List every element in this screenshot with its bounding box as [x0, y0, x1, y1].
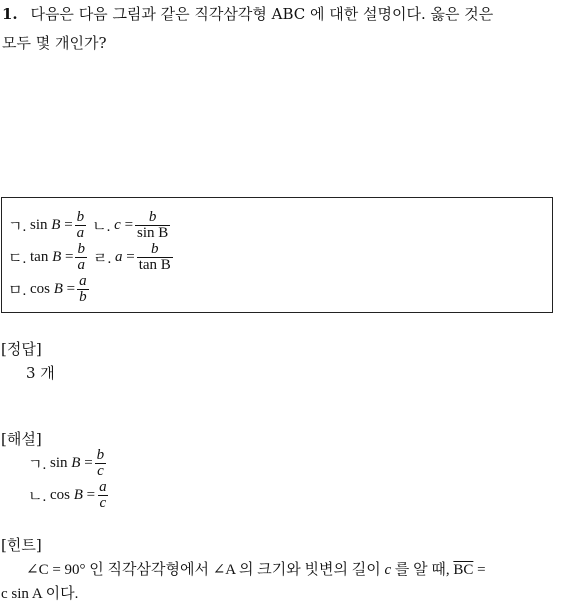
explanation-b-lhs: cos — [50, 487, 70, 503]
hint-line-2 — [1, 582, 78, 603]
option-d-eq: = — [126, 249, 135, 265]
option-a-marker: ㄱ. — [8, 219, 27, 235]
option-e-numerator: a — [79, 273, 87, 289]
hint-bc: $\overline{BC}$ — [453, 562, 474, 578]
hint-line2-expr: c sin A — [1, 586, 42, 602]
option-d-fraction — [137, 242, 173, 273]
option-b — [92, 210, 172, 241]
explanation-a-var: B — [71, 455, 81, 471]
answer-label: [정답] — [1, 340, 42, 358]
explanation-b-denominator: c — [99, 495, 107, 511]
option-d-lhs: a — [114, 249, 123, 265]
option-e-lhs: cos — [30, 281, 50, 297]
hint-label: [힌트] — [1, 536, 42, 554]
option-b-lhs: c — [114, 217, 121, 233]
hint-eq: = — [477, 562, 486, 578]
option-a — [8, 210, 88, 241]
explanation-b-marker: ㄴ. — [28, 489, 47, 505]
hint-text-3: 를 알 때, — [394, 562, 450, 578]
hint-line-1 — [26, 558, 486, 579]
option-d-numerator: b — [150, 241, 159, 257]
hint-angle-c: ∠C = 90° — [26, 562, 86, 578]
question-number: 1. — [2, 5, 18, 23]
question-line-2 — [2, 32, 107, 53]
explanation-a-marker: ㄱ. — [28, 457, 47, 473]
explanation-b-numerator: a — [99, 479, 107, 495]
explanation-b-var: B — [73, 487, 83, 503]
hint-text-1: 인 직각삼각형에서 — [89, 562, 209, 578]
explanation-a-denominator: c — [97, 463, 104, 479]
explanation-a-eq: = — [84, 455, 93, 471]
explanation-b-eq: = — [86, 487, 96, 503]
option-c-denominator: a — [77, 257, 85, 273]
option-c-eq: = — [65, 249, 74, 265]
option-c-marker: ㄷ. — [8, 251, 27, 267]
options-row-2 — [8, 242, 175, 273]
option-b-eq: = — [124, 217, 134, 233]
option-b-marker: ㄴ. — [92, 219, 111, 235]
option-b-denominator: sin B — [137, 225, 169, 241]
answer-value: 3 개 — [26, 364, 55, 382]
explanation-a-numerator: b — [96, 447, 105, 463]
option-c — [8, 242, 89, 273]
hint-angle-a: ∠A — [212, 562, 236, 578]
hint-var-c: c — [384, 562, 392, 578]
option-a-numerator: b — [76, 209, 85, 225]
option-c-numerator: b — [77, 241, 85, 257]
option-b-numerator: b — [148, 209, 157, 225]
question-text-1: 다음은 다음 그림과 같은 직각삼각형 ABC 에 대한 설명이다. 옳은 것은 — [30, 5, 494, 23]
option-c-fraction — [75, 242, 87, 273]
option-c-lhs: tan — [30, 249, 49, 265]
explanation-b-fraction — [97, 480, 109, 511]
option-a-denominator: a — [76, 225, 85, 241]
option-a-fraction — [75, 210, 87, 241]
option-a-eq: = — [64, 217, 73, 233]
option-d — [93, 242, 175, 273]
options-box — [1, 197, 553, 313]
options-row-3 — [8, 274, 91, 305]
option-d-denominator: tan B — [138, 257, 171, 273]
question-text-2: 모두 몇 개인가? — [2, 34, 107, 52]
option-a-var: B — [51, 217, 61, 233]
explanation-item-b — [28, 480, 111, 511]
option-e — [8, 274, 91, 305]
question-line-1 — [2, 3, 493, 24]
option-d-marker: ㄹ. — [92, 251, 112, 267]
option-e-denominator: b — [79, 289, 87, 305]
options-row-1 — [8, 210, 172, 241]
explanation-a-fraction — [95, 448, 107, 479]
option-e-fraction — [77, 274, 89, 305]
option-c-var: B — [52, 249, 62, 265]
explanation-label: [해설] — [1, 430, 42, 448]
hint-line2-text: 이다. — [45, 586, 79, 602]
option-b-fraction — [135, 210, 170, 241]
option-e-var: B — [53, 281, 63, 297]
explanation-item-a — [28, 448, 108, 479]
explanation-a-lhs: sin — [50, 455, 68, 471]
option-a-lhs: sin — [30, 217, 48, 233]
hint-text-2: 의 크기와 빗변의 길이 — [239, 562, 381, 578]
option-e-eq: = — [66, 281, 76, 297]
option-e-marker: ㅁ. — [8, 283, 27, 299]
